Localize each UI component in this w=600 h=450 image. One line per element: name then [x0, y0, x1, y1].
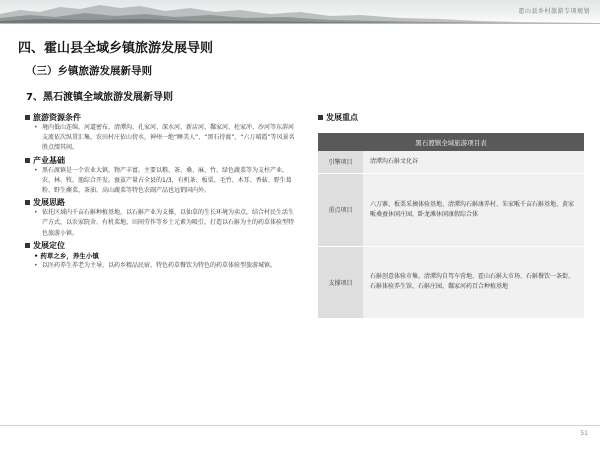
position-title: 发展定位 [33, 240, 65, 250]
position-text: 以医药养生养老为主导，以药乡精品民宿、特色药草餐饮为特色的药草体验型旅游城镇。 [42, 261, 277, 269]
dot-bullet-icon: • [34, 251, 41, 260]
row-value: 石斛创意体验市集、清潭沟自驾车营地、霍山石斛大市场、石斛餐饮一条街、石斛体验养生馆、石斛庄园、鄱家河药百合种植基地 [363, 246, 584, 318]
list-item [34, 208, 297, 239]
row-label: 支撑项目 [318, 246, 363, 318]
ideas-section [25, 197, 297, 239]
industry-section [25, 155, 297, 197]
header-divider [0, 23, 600, 24]
position-section [25, 240, 297, 271]
table-row [318, 173, 584, 246]
town-heading: 7、黑石渡镇全域旅游发展新导则 [26, 92, 173, 103]
table-row [318, 246, 584, 318]
list-item [34, 261, 297, 271]
list-item [34, 123, 297, 154]
row-label: 引擎项目 [318, 151, 363, 173]
ideas-title: 发展思路 [33, 198, 65, 208]
left-column [25, 112, 297, 272]
square-bullet-icon [318, 115, 323, 120]
row-value: 六万寨、板栗采摘体验基地、清潭沟石斛康养村、朱家畈千亩石斛基地、黄家畈桑蚕休闲庄园、卧龙滩休闲康假综合体 [363, 173, 584, 246]
row-label: 重点项目 [318, 173, 363, 246]
table-header: 黑石渡镇全域旅游项目表 [318, 133, 584, 151]
row-value: 清潭沟石斛文化谷 [363, 151, 584, 173]
table-row [318, 151, 584, 173]
focus-title: 发展重点 [326, 113, 358, 122]
mountain-landscape-image [0, 0, 600, 24]
square-bullet-icon [25, 158, 30, 163]
footer-divider [0, 425, 600, 426]
square-bullet-icon [25, 200, 30, 205]
subsection-heading: （三）乡镇旅游发展新导则 [26, 65, 152, 77]
dot-bullet-icon: • [34, 166, 38, 174]
square-bullet-icon [25, 115, 30, 120]
section-heading: 四、霍山县全域乡镇旅游发展导则 [18, 41, 214, 56]
industry-title: 产业基础 [33, 155, 65, 165]
page-number: 51 [580, 430, 588, 437]
square-bullet-icon [25, 243, 30, 248]
header-banner [0, 0, 600, 24]
list-item [34, 166, 297, 197]
dot-bullet-icon: • [34, 261, 38, 269]
position-subtitle: 药草之乡，养生小镇 [40, 251, 99, 260]
project-table [318, 133, 584, 319]
document-header-title: 霍山县乡村旅游专项规划 [518, 8, 590, 15]
industry-text: 黑石渡镇是一个农业大镇，物产丰富，主要以粮、茶、桑、麻、竹、绿色蔬菜等为支柱产业，农、林、牧、渔综合开发。蚕茧产量占全县的1/3，有机茶、板栗、毛竹、木耳、香菇、野生葛粉、野生蕨菜、茶油、高山蔬菜等特色农副产品也远销国内外。 [42, 166, 292, 195]
resources-text: 境内低山连绵，河道密布，清潭沟、孔家河、深水河、新店河、鄱家河、杜家冲、沙河等东淠河支流依次纵贯汇集，农田村庄依山傍水，神州一绝“睡美人”、“黑石待渡”、“六万晴霞”等风景名胜点缀其间。 [42, 124, 295, 152]
dot-bullet-icon: • [34, 124, 38, 131]
resources-section [25, 112, 297, 154]
right-column [318, 112, 584, 319]
ideas-text: 依托区域内千亩石斛种植基地，以石斛产业为支撑，以仙草的生长环境为卖点，结合村民生活生产方式，以农家院舍、有机菜地、田间劳作等乡土元素为吸引，打造以石斛为主的药草体验型特色旅游小镇。 [42, 209, 295, 237]
dot-bullet-icon: • [34, 209, 38, 217]
resources-title: 旅游资源条件 [33, 113, 81, 122]
